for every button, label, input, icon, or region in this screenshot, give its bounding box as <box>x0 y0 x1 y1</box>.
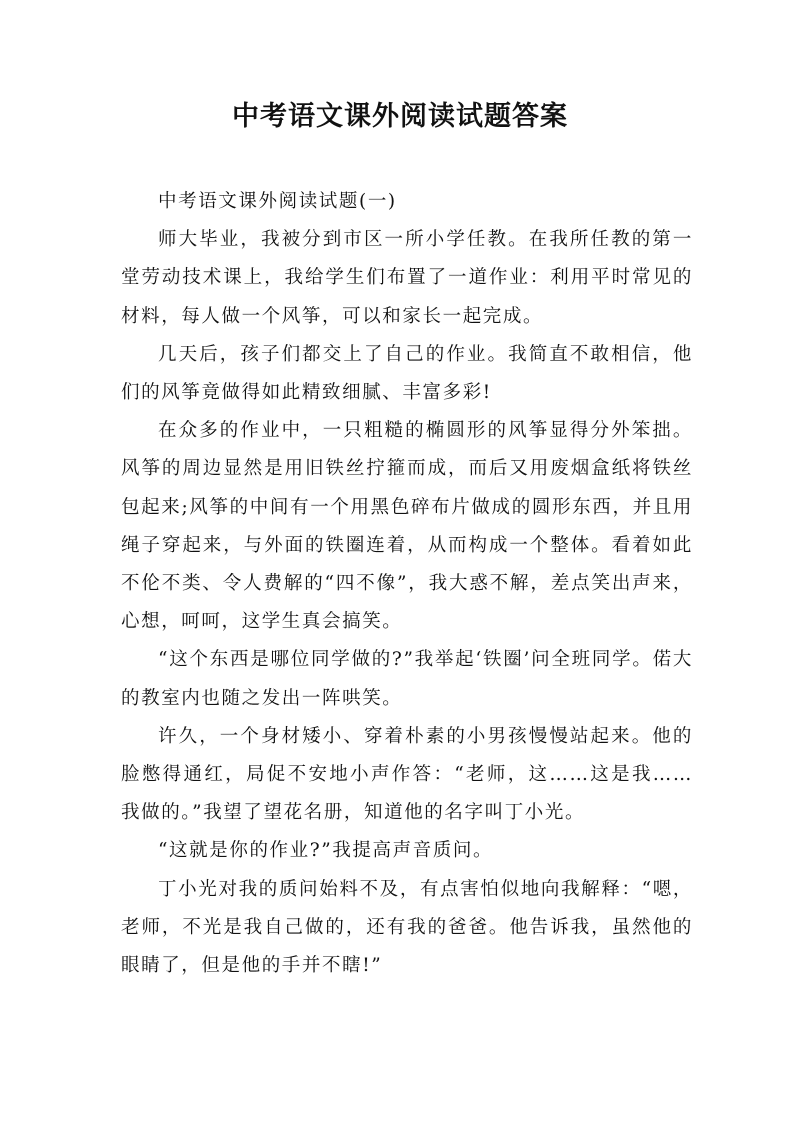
body-paragraph: 丁小光对我的质问始料不及，有点害怕似地向我解释：“嗯，老师，不光是我自己做的，还有我的爸爸。他告诉我，虽然他的眼睛了，但是他的手并不瞎!” <box>121 878 693 977</box>
body-paragraph: 师大毕业，我被分到市区一所小学任教。在我所任教的第一堂劳动技术课上，我给学生们布置了一道作业：利用平时常见的材料，每人做一个风筝，可以和家长一起完成。 <box>121 229 693 327</box>
body-paragraph: 在众多的作业中，一只粗糙的椭圆形的风筝显得分外笨拙。风筝的周边显然是用旧铁丝拧箍而成，而后又用废烟盒纸将铁丝包起来;风筝的中间有一个用黑色碎布片做成的圆形东西，并且用绳子穿起来，与外面的铁圈连着，从而构成一个整体。看着如此不伦不类、令人费解的“四不像”，我大惑不解，差点笑出声来，心想，呵呵，这学生真会搞笑。 <box>121 420 693 633</box>
document-title: 中考语文课外阅读试题答案 <box>232 101 568 132</box>
body-paragraph: “这个东西是哪位同学做的?”我举起‘铁圈’问全班同学。偌大的教室内也随之发出一阵哄笑。 <box>121 649 693 709</box>
body-paragraph: 几天后，孩子们都交上了自己的作业。我简直不敢相信，他们的风筝竟做得如此精致细腻、丰富多彩! <box>121 343 693 404</box>
document-body <box>121 183 693 985</box>
body-paragraph: 许久，一个身材矮小、穿着朴素的小男孩慢慢站起来。他的脸憋得通红，局促不安地小声作答：“老师，这……这是我……我做的。”我望了望花名册，知道他的名字叫丁小光。 <box>121 725 693 824</box>
subtitle-paragraph: 中考语文课外阅读试题(一) <box>158 191 397 212</box>
body-paragraph: “这就是你的作业?”我提高声音质问。 <box>158 840 494 862</box>
